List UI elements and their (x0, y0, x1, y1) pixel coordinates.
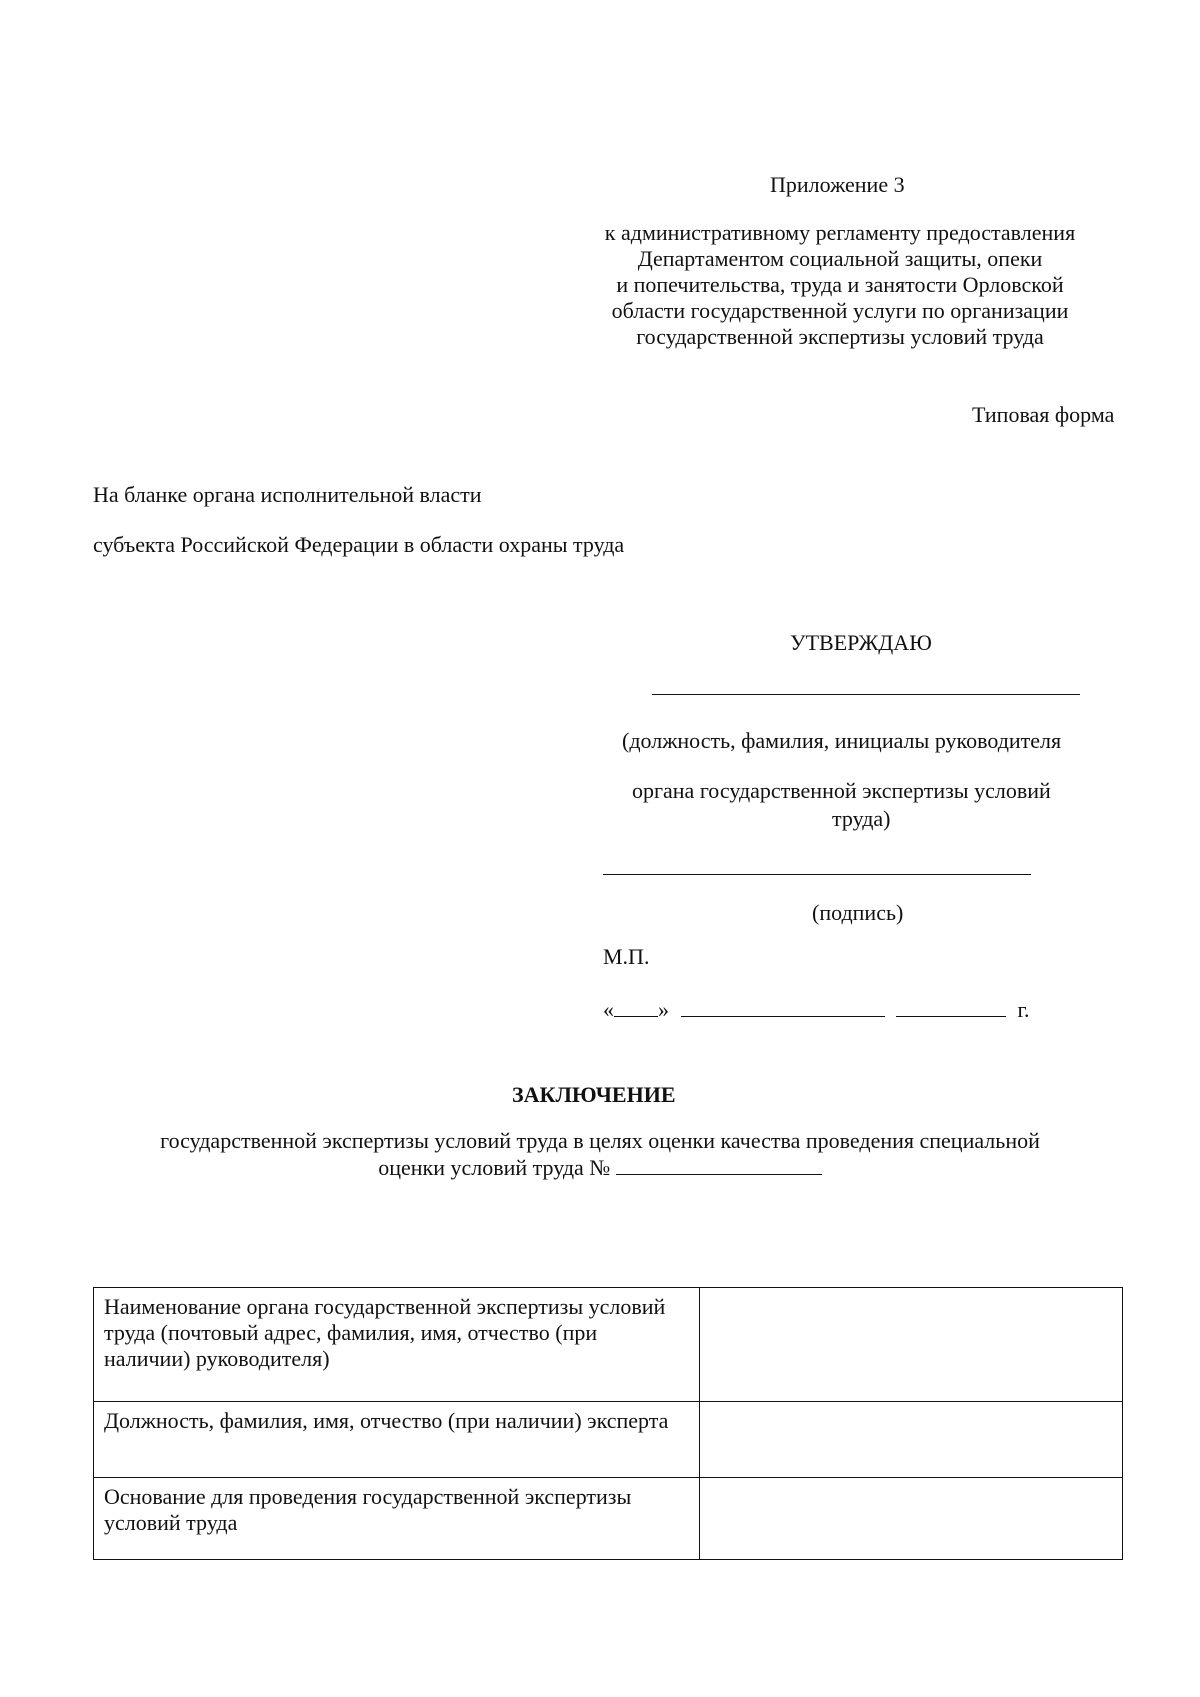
approval-date-row (603, 996, 1030, 1023)
appendix-line: Департаментом социальной защиты, опеки (637, 246, 1043, 271)
table-cell-label: Наименование органа государственной экспертизы условий труда (почтовый адрес, фамилия, имя, отчество (при наличии) руководителя) (94, 1288, 700, 1402)
position-caption-1: (должность, фамилия, инициалы руководителя (622, 728, 1062, 753)
table-cell-label: Должность, фамилия, имя, отчество (при наличии) эксперта (94, 1402, 700, 1478)
appendix-line: к административному регламенту предоставления (604, 220, 1076, 245)
form-type-label: Типовая форма (972, 402, 1115, 427)
table-cell-label: Основание для проведения государственной экспертизы условий труда (94, 1478, 700, 1560)
appendix-line: области государственной услуги по организации (611, 298, 1069, 323)
signature-caption: (подпись) (812, 900, 904, 925)
appendix-reference (560, 220, 1120, 350)
letterhead-line-2: субъекта Российской Федерации в области охраны труда (93, 532, 625, 557)
approval-heading: УТВЕРЖДАЮ (790, 630, 932, 655)
signature-blank-line (603, 874, 1031, 875)
conclusion-number-label: оценки условий труда № (378, 1155, 611, 1180)
conclusion-subtitle-line-1: государственной экспертизы условий труда в целях оценки качества проведения специальной (160, 1128, 1040, 1153)
table-row (94, 1402, 1123, 1478)
letterhead-line-1: На бланке органа исполнительной власти (93, 482, 482, 507)
conclusion-number-blank (616, 1154, 822, 1175)
table-cell-value[interactable] (700, 1478, 1123, 1560)
year-blank (896, 996, 1006, 1017)
table-row (94, 1288, 1123, 1402)
table-cell-value[interactable] (700, 1402, 1123, 1478)
table-row (94, 1478, 1123, 1560)
month-blank (681, 996, 885, 1017)
date-close-quote: » (658, 997, 669, 1022)
conclusion-subtitle (100, 1128, 1100, 1181)
table-cell-value[interactable] (700, 1288, 1123, 1402)
appendix-title: Приложение 3 (770, 172, 905, 197)
appendix-line: государственной экспертизы условий труда (636, 324, 1044, 349)
position-caption-2: органа государственной экспертизы условий (632, 778, 1051, 803)
date-open-quote: « (603, 997, 614, 1022)
conclusion-subtitle-line-2 (100, 1154, 1100, 1181)
conclusion-title: ЗАКЛЮЧЕНИЕ (512, 1082, 676, 1107)
position-caption-3: труда) (832, 806, 891, 831)
year-suffix: г. (1017, 997, 1030, 1022)
position-blank-line (652, 694, 1080, 695)
appendix-line: и попечительства, труда и занятости Орловской (616, 272, 1064, 297)
conclusion-info-table (93, 1287, 1123, 1560)
stamp-label: М.П. (603, 944, 650, 969)
day-blank (614, 996, 658, 1017)
